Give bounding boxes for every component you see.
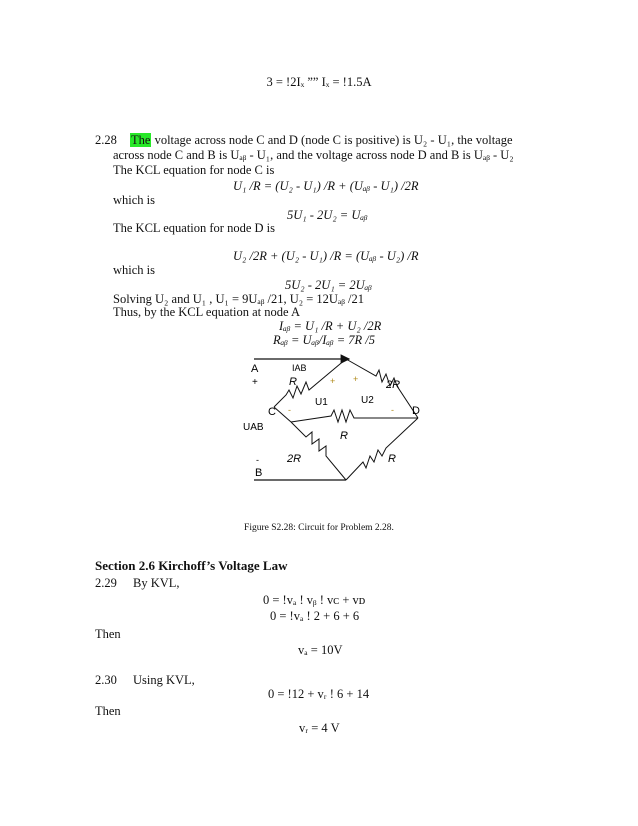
- label-plus-2: +: [353, 374, 359, 384]
- label-U1: U1: [315, 397, 328, 408]
- section-title: Section 2.6 Kirchoff’s Voltage Law: [95, 558, 288, 573]
- problem-2-28-number: 2.28: [95, 133, 117, 147]
- resistor-r-bot: [346, 418, 418, 480]
- label-minus-B: -: [256, 455, 259, 465]
- problem-2-29-eq3: vₐ = 10V: [298, 643, 343, 657]
- kcl-node-c-intro: The KCL equation for node C is: [113, 163, 275, 177]
- solving-line: Solving U₂ and U₁ , U₁ = 9Uₐᵦ /21, U₂ = 12Uₐᵦ /21: [113, 292, 364, 306]
- resistor-2r-top: [346, 359, 418, 418]
- resistor-r-mid: [291, 410, 418, 422]
- problem-2-30-intro: Using KVL,: [133, 673, 195, 687]
- resistor-2r-bot: [291, 422, 346, 480]
- problem-2-30-number: 2.30: [95, 673, 117, 687]
- circuit-diagram: [236, 352, 436, 487]
- label-R-top: R: [289, 376, 297, 388]
- label-R-mid: R: [340, 430, 348, 442]
- thus-line: Thus, by the KCL equation at node A: [113, 305, 301, 319]
- problem-2-29-intro: By KVL,: [133, 576, 180, 590]
- label-U2: U2: [361, 395, 374, 406]
- problem-2-29-eq1: 0 = !vₐ ! vᵦ ! vᴄ + vᴅ: [263, 593, 366, 607]
- problem-2-28-line1-rest: voltage across node C and D (node C is positive) is U₂ - U₁, the voltage: [154, 133, 513, 147]
- problem-2-30-eq1: 0 = !12 + vᵣ ! 6 + 14: [268, 687, 370, 701]
- label-R-bot: R: [388, 453, 396, 465]
- label-minus-D: -: [391, 405, 394, 415]
- label-A: A: [251, 363, 259, 375]
- equation-iab: Iₐᵦ = U₁ /R + U₂ /2R: [279, 319, 382, 333]
- problem-2-28-line2: across node C and B is Uₐᵦ - U₁, and the voltage across node D and B is Uₐᵦ - U₂: [113, 148, 514, 162]
- figure-caption: Figure S2.28: Circuit for Problem 2.28.: [244, 523, 394, 533]
- equation-rab: Rₐᵦ = Uₐᵦ/Iₐᵦ = 7R /5: [273, 333, 376, 347]
- label-D: D: [412, 405, 420, 417]
- label-2R-bot: 2R: [287, 453, 302, 465]
- label-minus-C: -: [288, 405, 291, 415]
- problem-2-30-eq2: vᵣ = 4 V: [299, 721, 340, 735]
- equation-node-c: U₁ /R = (U₂ - U₁) /R + (Uₐᵦ - U₁) /2R: [233, 179, 419, 193]
- label-B: B: [255, 467, 263, 479]
- which-is-1: which is: [113, 193, 156, 207]
- problem-2-30-then: Then: [95, 704, 121, 718]
- label-C: C: [268, 406, 276, 418]
- equation-node-d-simplified: 5U₂ - 2U₁ = 2Uₐᵦ: [285, 278, 372, 292]
- problem-2-28-line1: [130, 133, 513, 147]
- label-plus-1: +: [330, 376, 336, 386]
- label-IAB: IAB: [292, 363, 307, 373]
- kcl-node-d-intro: The KCL equation for node D is: [113, 221, 275, 235]
- problem-2-29-number: 2.29: [95, 576, 117, 590]
- label-UAB: UAB: [243, 422, 264, 433]
- equation-node-c-simplified: 5U₁ - 2U₂ = Uₐᵦ: [287, 208, 368, 222]
- top-equation: 3 = !2Iₓ ”” Iₓ = !1.5A: [266, 75, 372, 89]
- problem-2-29-then: Then: [95, 627, 121, 641]
- label-2R-top: 2R: [386, 379, 401, 391]
- equation-node-d: U₂ /2R + (U₂ - U₁) /R = (Uₐᵦ - U₂) /R: [233, 249, 419, 263]
- highlighted-word: The: [131, 133, 151, 147]
- label-plus-A: +: [252, 377, 258, 388]
- problem-2-29-eq2: 0 = !vₐ ! 2 + 6 + 6: [270, 609, 360, 623]
- which-is-2: which is: [113, 263, 156, 277]
